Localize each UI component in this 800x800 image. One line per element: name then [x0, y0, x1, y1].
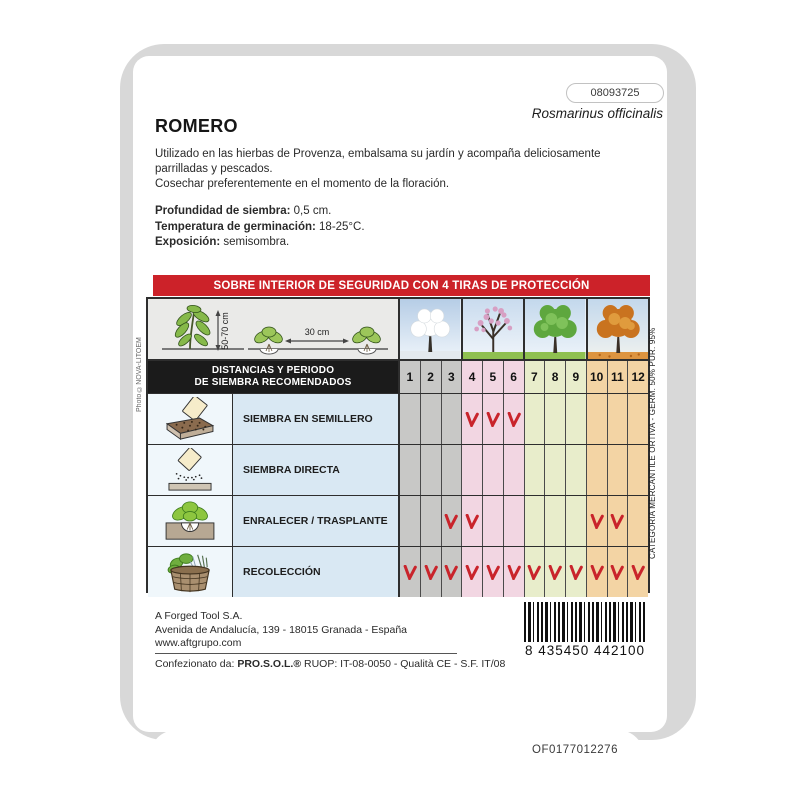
calendar-cell-recolecci-n-m4: [461, 547, 482, 597]
row-label-siembra-directa: SIEMBRA DIRECTA: [232, 445, 398, 495]
calendar-cell-enralecer-trasplante-m8: [544, 496, 565, 546]
calendar-cell-siembra-directa-m12: [627, 445, 648, 495]
calendar-cell-enralecer-trasplante-m12: [627, 496, 648, 546]
calendar-cells-row3: [398, 496, 648, 546]
calendar-cell-siembra-directa-m3: [441, 445, 462, 495]
check-icon: [526, 565, 542, 580]
season-header-row: [148, 299, 648, 359]
calendar-cell-siembra-en-semillero-m10: [586, 394, 607, 444]
plant-height-label: 50-70 cm: [220, 312, 230, 350]
calendar-cell-enralecer-trasplante-m4: [461, 496, 482, 546]
plant-spacing-label: 30 cm: [304, 327, 330, 337]
month-header-5: 5: [482, 361, 503, 393]
seed-packet-card: [133, 56, 667, 732]
photo-credit: Photo ©NOVA-LITOEM: [136, 337, 143, 412]
seed-tray-icon: [148, 394, 232, 444]
harvest-basket-icon: [148, 547, 232, 597]
page-title: ROMERO: [155, 116, 238, 136]
calendar-cell-enralecer-trasplante-m6: [503, 496, 524, 546]
calendar-cell-siembra-directa-m2: [420, 445, 441, 495]
calendar-cell-recolecci-n-m5: [482, 547, 503, 597]
check-icon: [423, 565, 439, 580]
barcode-bars: [524, 602, 646, 642]
season-winter-cell: [398, 299, 461, 359]
transplant-icon: [148, 496, 232, 546]
calendar-cell-recolecci-n-m2: [420, 547, 441, 597]
check-icon: [547, 565, 563, 580]
barcode-digits: 8 435450 442100: [524, 643, 646, 658]
calendar-cell-enralecer-trasplante-m7: [524, 496, 545, 546]
description-line: Utilizado en las hierbas de Provenza, embalsama su jardín y acompaña deliciosamente: [155, 148, 601, 160]
calendar-cell-siembra-en-semillero-m1: [398, 394, 420, 444]
month-header-12: 12: [627, 361, 648, 393]
description-line: parrilladas y pescados.: [155, 163, 273, 175]
check-icon: [506, 412, 522, 427]
row-label-siembra-semillero: SIEMBRA EN SEMILLERO: [232, 394, 398, 444]
check-icon: [589, 514, 605, 529]
company-address: Avenida de Andalucía, 139 - 18015 Granada - España: [155, 623, 407, 636]
calendar-cell-siembra-directa-m7: [524, 445, 545, 495]
winter-tree-image: [400, 299, 461, 359]
calendar-cell-siembra-directa-m4: [461, 445, 482, 495]
spec-line: Temperatura de germinación: 18-25°C.: [155, 220, 365, 233]
footer-address: [155, 610, 407, 651]
calendar-cell-recolecci-n-m8: [544, 547, 565, 597]
check-icon: [443, 514, 459, 529]
calendar-cell-recolecci-n-m10: [586, 547, 607, 597]
check-icon: [402, 565, 418, 580]
calendar-cell-recolecci-n-m6: [503, 547, 524, 597]
check-icon: [609, 565, 625, 580]
calendar-cell-siembra-directa-m1: [398, 445, 420, 495]
month-header-3: 3: [441, 361, 462, 393]
summer-tree-image: [525, 299, 586, 359]
calendar-cell-enralecer-trasplante-m9: [565, 496, 586, 546]
calendar-cells-row2: [398, 445, 648, 495]
description-line: Cosechar preferentemente en el momento de la floración.: [155, 178, 450, 190]
check-icon: [464, 514, 480, 529]
check-icon: [443, 565, 459, 580]
ean-barcode: [521, 602, 649, 660]
calendar-cell-siembra-en-semillero-m2: [420, 394, 441, 444]
distances-header-line2: DE SIEMBRA RECOMENDADOS: [194, 377, 352, 388]
calendar-cell-recolecci-n-m1: [398, 547, 420, 597]
distances-header: [148, 361, 398, 393]
month-header-7: 7: [524, 361, 545, 393]
calendar-cell-recolecci-n-m12: [627, 547, 648, 597]
month-header-1: 1: [398, 361, 420, 393]
month-header-6: 6: [503, 361, 524, 393]
check-icon: [630, 565, 646, 580]
calendar-cell-siembra-directa-m6: [503, 445, 524, 495]
month-header-9: 9: [565, 361, 586, 393]
season-autumn-cell: [586, 299, 649, 359]
company-name: A Forged Tool S.A.: [155, 610, 243, 622]
calendar-cell-siembra-en-semillero-m11: [607, 394, 628, 444]
season-spring-cell: [461, 299, 524, 359]
calendar-cell-recolecci-n-m11: [607, 547, 628, 597]
calendar-cell-enralecer-trasplante-m10: [586, 496, 607, 546]
check-icon: [609, 514, 625, 529]
check-icon: [506, 565, 522, 580]
month-header-8: 8: [544, 361, 565, 393]
batch-code: OF0177012276: [532, 744, 618, 756]
check-icon: [485, 412, 501, 427]
reference-number-badge: 08093725: [566, 83, 664, 103]
check-icon: [568, 565, 584, 580]
calendar-cell-enralecer-trasplante-m11: [607, 496, 628, 546]
calendar-cell-siembra-en-semillero-m3: [441, 394, 462, 444]
autumn-tree-image: [588, 299, 649, 359]
season-summer-cell: [523, 299, 586, 359]
calendar-row: [148, 393, 648, 444]
packer-line: Confezionato da: PRO.S.O.L.® RUOP: IT-08-0050 - Qualità CE - S.F. IT/08: [155, 658, 506, 670]
latin-name: Rosmarinus officinalis: [531, 106, 663, 121]
calendar-cell-siembra-en-semillero-m5: [482, 394, 503, 444]
check-icon: [485, 565, 501, 580]
description: [155, 147, 650, 192]
month-header-2: 2: [420, 361, 441, 393]
mercantile-category-note: CATEGORIA MERCANTILE ORTIVA - GERM. 50% PUR. 95%: [648, 327, 657, 559]
calendar-cell-siembra-en-semillero-m9: [565, 394, 586, 444]
seed-scatter-icon: [148, 445, 232, 495]
check-icon: [464, 565, 480, 580]
check-icon: [464, 412, 480, 427]
calendar-cell-recolecci-n-m7: [524, 547, 545, 597]
calendar-cell-enralecer-trasplante-m5: [482, 496, 503, 546]
sowing-calendar-table: [146, 297, 650, 593]
calendar-cell-siembra-en-semillero-m4: [461, 394, 482, 444]
spec-line: Exposición: semisombra.: [155, 236, 290, 248]
calendar-cell-siembra-en-semillero-m6: [503, 394, 524, 444]
calendar-cell-siembra-en-semillero-m12: [627, 394, 648, 444]
calendar-cell-siembra-directa-m8: [544, 445, 565, 495]
month-header-4: 4: [461, 361, 482, 393]
distance-diagram-image: [148, 299, 398, 359]
spec-line: Profundidad de siembra: 0,5 cm.: [155, 205, 332, 217]
company-website: www.aftgrupo.com: [155, 637, 242, 649]
calendar-cells-row1: [398, 394, 648, 444]
calendar-cell-enralecer-trasplante-m1: [398, 496, 420, 546]
calendar-row: [148, 495, 648, 546]
spring-tree-image: [463, 299, 524, 359]
calendar-cell-siembra-directa-m11: [607, 445, 628, 495]
calendar-row: [148, 444, 648, 495]
calendar-cell-enralecer-trasplante-m2: [420, 496, 441, 546]
calendar-cells-row4: [398, 547, 648, 597]
calendar-cell-siembra-directa-m10: [586, 445, 607, 495]
calendar-cell-siembra-directa-m5: [482, 445, 503, 495]
calendar-cell-enralecer-trasplante-m3: [441, 496, 462, 546]
security-banner: SOBRE INTERIOR DE SEGURIDAD CON 4 TIRAS DE PROTECCIÓN: [153, 275, 650, 296]
calendar-cell-siembra-directa-m9: [565, 445, 586, 495]
calendar-cell-siembra-en-semillero-m7: [524, 394, 545, 444]
footer-divider: [155, 653, 457, 654]
distances-header-line1: DISTANCIAS Y PERIODO: [211, 365, 335, 376]
sowing-specs: [155, 204, 365, 251]
month-header-10: 10: [586, 361, 607, 393]
month-header-row: [148, 359, 648, 393]
calendar-cell-recolecci-n-m3: [441, 547, 462, 597]
row-label-trasplante: ENRALECER / TRASPLANTE: [232, 496, 398, 546]
month-header-11: 11: [607, 361, 628, 393]
check-icon: [589, 565, 605, 580]
row-label-recoleccion: RECOLECCIÓN: [232, 547, 398, 597]
calendar-row: [148, 546, 648, 597]
calendar-cell-recolecci-n-m9: [565, 547, 586, 597]
plant-distance-illustration: [148, 299, 398, 359]
calendar-cell-siembra-en-semillero-m8: [544, 394, 565, 444]
